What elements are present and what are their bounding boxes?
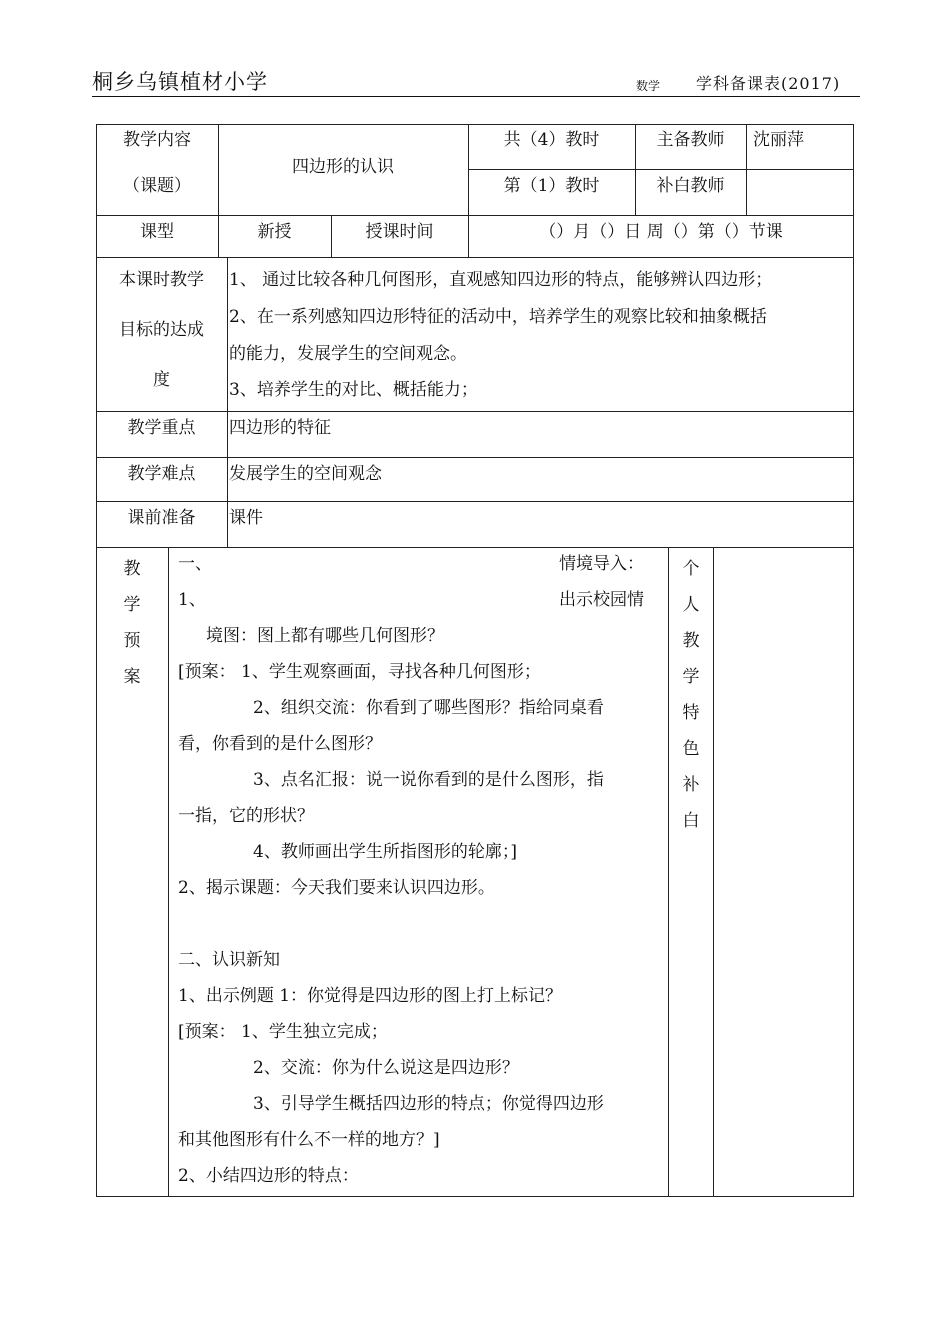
plan-label-char: 案 (123, 667, 141, 687)
goal-item: 2、在一系列感知四边形特征的活动中，培养学生的观察比较和抽象概括 (229, 307, 767, 327)
plan-line: 2、交流：你为什么说这是四边形？ (253, 1058, 519, 1078)
plan-line: 看，你看到的是什么图形？ (178, 734, 382, 754)
plan-line: 出示校园情 (559, 590, 644, 610)
current-period: 第（1）教时 (503, 176, 600, 196)
plan-line: 2、组织交流：你看到了哪些图形？指给同桌看 (253, 698, 604, 718)
plan-line: 二、认识新知 (178, 950, 280, 970)
row-divider (96, 501, 854, 502)
col-divider (168, 547, 169, 1197)
header-rule (92, 96, 860, 97)
notes-label-char: 个 (682, 559, 700, 579)
plan-line: 一指，它的形状？ (178, 806, 314, 826)
row-divider (96, 215, 854, 216)
table-border-top (96, 124, 854, 125)
row-divider (96, 457, 854, 458)
row-divider (96, 411, 854, 412)
lesson-title: 四边形的认识 (292, 157, 394, 177)
row-divider (96, 547, 854, 548)
notes-label-char: 人 (682, 595, 700, 615)
difficulty-label: 教学难点 (127, 464, 196, 484)
supplement-teacher-label: 补白教师 (656, 176, 725, 196)
time-label: 授课时间 (365, 222, 434, 242)
plan-line: 一、 (178, 554, 212, 574)
plan-line: 3、点名汇报：说一说你看到的是什么图形，指 (253, 770, 604, 790)
lesson-type-value: 新授 (257, 222, 292, 242)
plan-line: [预案： 1、学生独立完成； (178, 1022, 388, 1042)
main-teacher-name: 沈丽萍 (753, 130, 804, 150)
goal-item: 的能力，发展学生的空间观念。 (229, 344, 467, 364)
table-border-bottom (96, 1196, 854, 1197)
col-divider (713, 547, 714, 1197)
key-point-value: 四边形的特征 (229, 418, 331, 438)
time-value: （）月（）日 周（）第（）节课 (539, 222, 783, 242)
subject-label: 数学 (636, 79, 661, 93)
plan-line: 2、揭示课题：今天我们要来认识四边形。 (178, 878, 495, 898)
goal-item: 3、培养学生的对比、概括能力； (229, 380, 478, 400)
plan-line: 情境导入： (559, 554, 644, 574)
col-divider (746, 124, 747, 215)
goals-label-line1: 本课时教学 (119, 270, 204, 290)
plan-line: 1、出示例题 1：你觉得是四边形的图上打上标记？ (178, 986, 563, 1006)
notes-label-char: 白 (682, 811, 700, 831)
plan-line: 和其他图形有什么不一样的地方？] (178, 1130, 440, 1150)
difficulty-value: 发展学生的空间观念 (229, 464, 382, 484)
plan-label-char: 学 (123, 595, 141, 615)
plan-line: 境图：图上都有哪些几何图形？ (206, 626, 444, 646)
key-point-label: 教学重点 (127, 418, 196, 438)
lesson-type-label: 课型 (140, 222, 174, 242)
content-label-line2: （课题） (123, 176, 191, 196)
table-border-right (853, 124, 854, 1197)
prep-value: 课件 (229, 508, 263, 528)
goal-item: 1、 通过比较各种几何图形，直观感知四边形的特点，能够辨认四边形； (229, 270, 773, 290)
notes-label-char: 补 (682, 775, 700, 795)
main-teacher-label: 主备教师 (656, 130, 725, 150)
notes-label-char: 色 (682, 739, 700, 759)
plan-line: 4、教师画出学生所指图形的轮廓；] (253, 842, 517, 862)
plan-label-char: 教 (123, 559, 141, 579)
notes-label-char: 教 (682, 631, 700, 651)
notes-label-char: 特 (682, 703, 700, 723)
total-periods: 共（4）教时 (503, 130, 600, 150)
plan-line: 3、引导学生概括四边形的特点；你觉得四边形 (253, 1094, 604, 1114)
content-label-line1: 教学内容 (123, 130, 191, 150)
form-title: 学科备课表(2017) (696, 74, 841, 93)
lesson-plan-table (96, 124, 854, 1197)
row-divider (468, 169, 854, 170)
col-divider (227, 257, 228, 547)
goals-label-line3: 度 (153, 370, 170, 390)
plan-line: 2、小结四边形的特点： (178, 1166, 359, 1186)
goals-label-line2: 目标的达成 (119, 320, 204, 340)
col-divider (668, 547, 669, 1197)
plan-line: 1、 (178, 590, 206, 610)
plan-line: [预案： 1、学生观察画面，寻找各种几何图形； (178, 662, 541, 682)
notes-label-char: 学 (682, 667, 700, 687)
plan-label-char: 预 (123, 631, 141, 651)
row-divider (96, 257, 854, 258)
prep-label: 课前准备 (127, 508, 196, 528)
school-name: 桐乡乌镇植材小学 (92, 70, 268, 94)
